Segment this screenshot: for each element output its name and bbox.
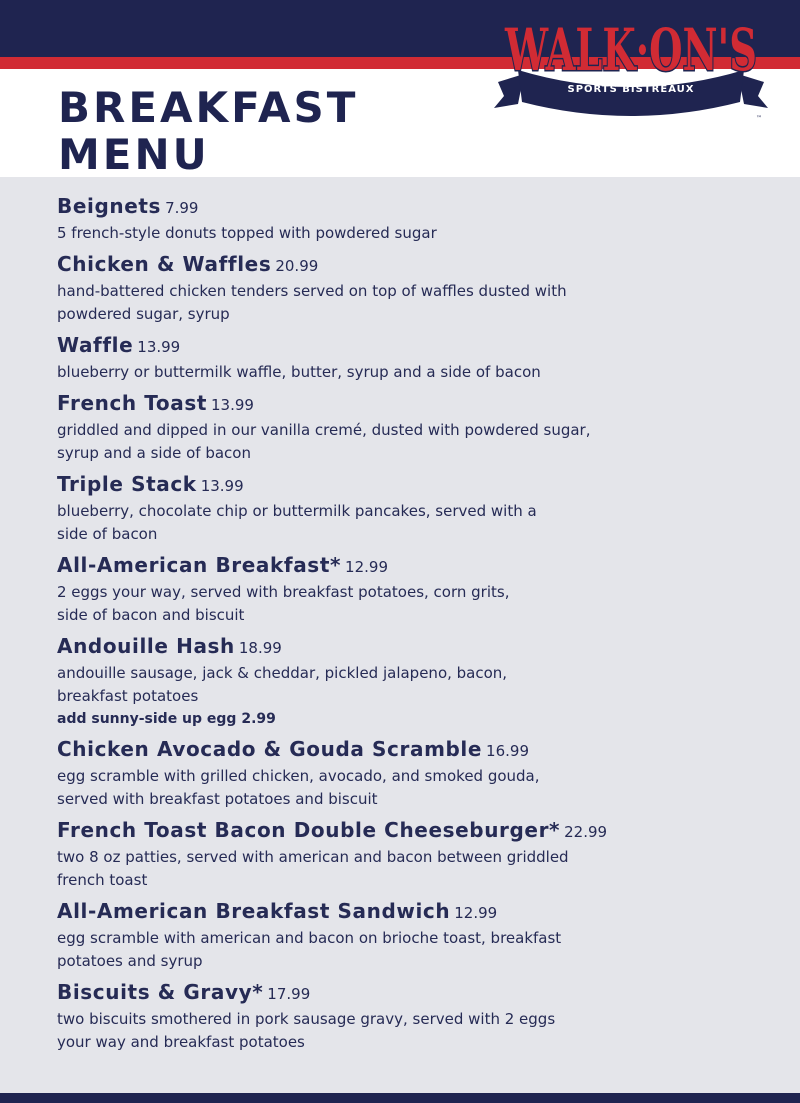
menu-item-description-line: syrup and a side of bacon [57,444,251,462]
menu-item-name: Biscuits & Gravy* [57,980,264,1004]
menu-item-heading [57,632,757,662]
menu-item-price: 13.99 [211,396,254,414]
menu-item-description-line: french toast [57,871,148,889]
menu-item-heading [57,250,757,280]
menu-item-description-line: served with breakfast potatoes and biscuit [57,790,378,808]
menu-item-description-line: andouille sausage, jack & cheddar, pickled jalapeno, bacon, [57,664,508,682]
menu-item-description-line: potatoes and syrup [57,952,203,970]
menu-item-heading [57,331,757,361]
menu-item-price: 13.99 [200,477,244,495]
menu-item-name: All-American Breakfast Sandwich [57,899,451,923]
menu-item-name: Triple Stack [57,472,197,496]
menu-item-description-line: blueberry, chocolate chip or buttermilk pancakes, served with a [57,502,537,520]
menu-item [57,735,757,811]
menu-item [57,897,757,973]
menu-item-price: 7.99 [165,199,199,217]
menu-item-description-line: powdered sugar, syrup [57,305,230,323]
menu-item-description-line: 2 eggs your way, served with breakfast potatoes, corn grits, [57,583,510,601]
menu-item-description-line: egg scramble with grilled chicken, avocado, and smoked gouda, [57,767,540,785]
menu-item-heading [57,192,757,222]
menu-item-price: 22.99 [564,823,608,841]
menu-item-description-line: 5 french-style donuts topped with powdered sugar [57,224,437,242]
menu-item-description-line: side of bacon [57,525,158,543]
menu-item-description-line: two biscuits smothered in pork sausage gravy, served with 2 eggs [57,1010,556,1028]
menu-item-price: 12.99 [345,558,388,576]
menu-item-name: French Toast [57,391,207,415]
footer-navy-band [0,1093,800,1103]
menu-item [57,816,757,892]
menu-item [57,192,757,245]
logo-trademark: ™ [756,115,762,122]
logo-tagline: SPORTS BISTREAUX [567,84,695,95]
menu-item-name: Chicken & Waffles [57,252,272,276]
menu-item-price: 13.99 [137,338,181,356]
menu-item [57,331,757,384]
logo-wordmark: WALK·ON'S [504,16,757,84]
menu-item-name: All-American Breakfast* [57,553,342,577]
menu-item-heading [57,735,757,765]
menu-item-addon: add sunny-side up egg 2.99 [57,711,276,727]
menu-item-name: Andouille Hash [57,634,235,658]
menu-item [57,389,757,465]
menu-item-description-line: your way and breakfast potatoes [57,1033,305,1051]
menu-item-price: 18.99 [238,639,282,657]
walkons-logo [490,4,772,122]
menu-item-name: Beignets [57,194,162,218]
menu-item-description-line: hand-battered chicken tenders served on top of waffles dusted with [57,282,567,300]
menu-item-name: Chicken Avocado & Gouda Scramble [57,737,483,761]
menu-item-name: Waffle [57,333,134,357]
menu-item-description-line: griddled and dipped in our vanilla cremé, dusted with powdered sugar, [57,421,591,439]
menu-item-heading [57,551,757,581]
menu-item-heading [57,897,757,927]
menu-item-heading [57,470,757,500]
menu-item-description-line: side of bacon and biscuit [57,606,245,624]
menu-item-price: 20.99 [275,257,319,275]
menu-item-heading [57,389,757,419]
menu-item-description-line: blueberry or buttermilk waffle, butter, syrup and a side of bacon [57,363,541,381]
menu-item [57,551,757,627]
menu-item-description-line: egg scramble with american and bacon on brioche toast, breakfast [57,929,562,947]
menu-item-heading [57,978,757,1008]
menu-item-price: 16.99 [486,742,529,760]
menu-item-list [57,192,757,1059]
menu-item [57,250,757,326]
menu-item-price: 12.99 [454,904,498,922]
menu-item-price: 17.99 [267,985,311,1003]
page-title: BREAKFAST MENU [58,83,359,179]
menu-item-description-line: two 8 oz patties, served with american and bacon between griddled [57,848,569,866]
menu-item-description-line: breakfast potatoes [57,687,199,705]
menu-item [57,470,757,546]
menu-item-heading [57,816,757,846]
menu-item [57,978,757,1054]
menu-item [57,632,757,730]
menu-item-name: French Toast Bacon Double Cheeseburger* [57,818,561,842]
